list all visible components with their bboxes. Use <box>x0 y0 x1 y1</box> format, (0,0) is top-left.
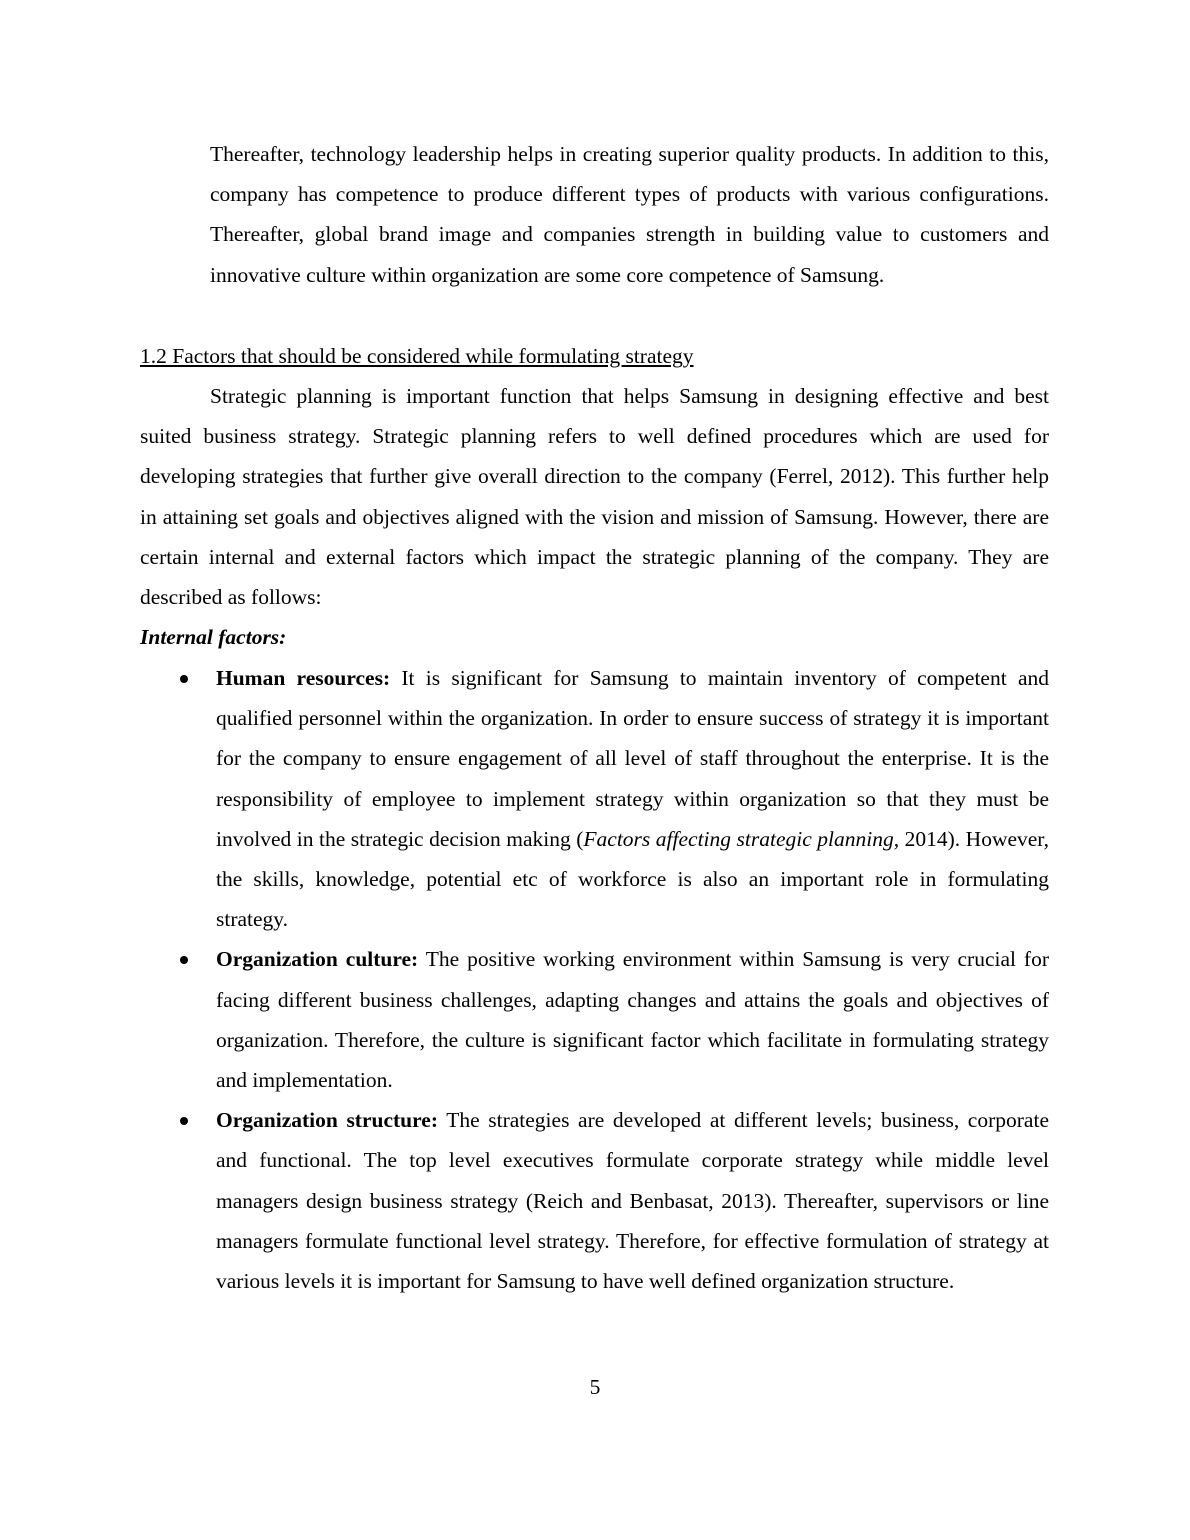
bullet-icon <box>180 675 188 683</box>
internal-factors-list <box>140 658 1049 1301</box>
bullet-text-continued: , 2014). However, the skills, knowledge, potential etc of workforce is also an important role in formulating strategy. <box>216 826 1049 932</box>
bullet-text: The positive working environment within Samsung is very crucial for facing different business challenges, adapting changes and attains the goals and objectives of organization. Therefore, the culture is significant factor which facilitate in formulating strategy and implementation. <box>216 947 1050 1093</box>
list-item-organization-culture <box>140 939 1049 1100</box>
body-paragraph: Strategic planning is important function that helps Samsung in designing effective and best suited business strategy. Strategic planning refers to well defined procedures which are used for developing strategies that further give overall direction to the company (Ferrel, 2012). This further help in attaining set goals and objectives aligned with the vision and mission of Samsung. However, there are certain internal and external factors which impact the strategic planning of the company. They are described as follows: <box>140 384 1049 610</box>
bullet-title: Organization structure: <box>216 1108 438 1133</box>
intro-paragraph: Thereafter, technology leadership helps in creating superior quality products. In addition to this, company has competence to produce different types of products with various configurations. Thereafter, global brand image and companies strength in building value to customers and innovative culture within organization are some core competence of Samsung. <box>210 142 1049 287</box>
bullet-title: Human resources: <box>216 666 391 690</box>
bullet-text: The strategies are developed at different levels; business, corporate and functional. The top level executives formulate corporate strategy while middle level managers design business strategy (Reich and Benbasat, 2013). Thereafter, supervisors or line managers formulate functional level strategy. Therefore, for effective formulation of strategy at various levels it is important for Samsung to have well defined organization structure. <box>216 1108 1049 1294</box>
bullet-text: It is significant for Samsung to maintain inventory of competent and qualified personnel within the organization. In order to ensure success of strategy it is important for the company to ensure engagement of all level of staff throughout the enterprise. It is the responsibility of employee to implement strategy within organization so that they must be involved in the strategic decision making ( <box>216 666 1049 851</box>
citation-title: Factors affecting strategic planning <box>583 826 894 851</box>
list-item-human-resources <box>140 658 1049 939</box>
bullet-title: Organization culture: <box>216 947 419 972</box>
section-heading: 1.2 Factors that should be considered while formulating strategy <box>140 344 694 368</box>
bullet-icon <box>180 1117 188 1125</box>
list-item-organization-structure <box>140 1100 1049 1301</box>
internal-factors-subheading: Internal factors: <box>140 625 287 649</box>
page-number: 5 <box>589 1375 601 1399</box>
bullet-icon <box>180 956 188 964</box>
